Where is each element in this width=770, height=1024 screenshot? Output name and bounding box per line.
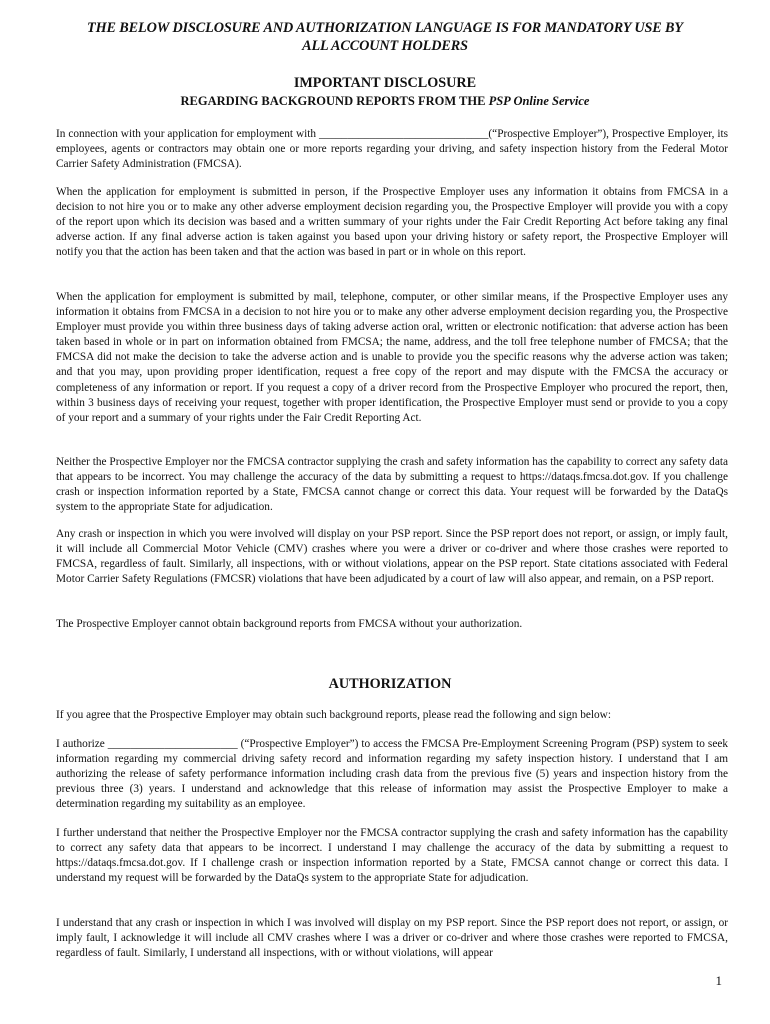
mandatory-use-banner (40, 19, 730, 55)
disclosure-subtitle-service: PSP Online Service (488, 94, 590, 108)
authorization-paragraph-intro: If you agree that the Prospective Employer may obtain such background reports, please read the following and sign below: (56, 709, 611, 721)
disclosure-paragraph-remote-application: When the application for employment is submitted by mail, telephone, computer, or other similar means, if the Prospective Employer uses any information it obtains from FMCSA in a decision to not hire you or to make any other adverse employment decision regarding you, the Prospective Employer must provide you within three business days of taking adverse action oral, written or electronic notification: that adverse action has been taken based in whole or in part on information obtained from FMCSA; the name, address, and the toll free telephone number of FMCSA; that the FMCSA did not make the decision to take the adverse action and is unable to provide you the specific reasons why the adverse action was taken; and that you may, upon providing proper identification, request a free copy of the report and may dispute with the FMCSA the accuracy or completeness of any information or report. If you request a copy of a driver record from the Prospective Employer who procured the report, then, within 3 business days of receiving your request, together with proper identification, the Prospective Employer must send or provide to you a copy of your report and a summary of your rights under the Fair Credit Reporting Act. (56, 291, 728, 424)
disclosure-subtitle-prefix: REGARDING BACKGROUND REPORTS FROM THE (180, 94, 489, 108)
authorization-paragraph-consent: I authorize _______________________ (“Prospective Employer”) to access the FMCSA Pre-Employment Screening Program (PSP) system to seek information regarding my commercial driving safety record and information regarding my safety inspection history. I understand that I am authorizing the release of safety performance information including crash data from the previous five (5) years and inspection history from the previous three (3) years. I understand and acknowledge that this release of information may assist the Prospective Employer to make a determination regarding my suitability as an employee. (56, 738, 728, 811)
disclosure-paragraph-data-correction: Neither the Prospective Employer nor the FMCSA contractor supplying the crash and safety information has the capability to correct any safety data that appears to be incorrect. You may challenge the accuracy of the data by submitting a request to https://dataqs.fmcsa.dot.gov. If you challenge crash or inspection information reported by a State, FMCSA cannot change or correct this data. Your request will be forwarded by the DataQs system to the appropriate State for adjudication. (56, 456, 728, 514)
disclosure-paragraph-in-person: When the application for employment is submitted in person, if the Prospective Employer uses any information it obtains from FMCSA in a decision to not hire you or to make any other adverse employment decision regarding you, the Prospective Employer will provide you with a copy of the report upon which its decision was based and a written summary of your rights under the Fair Credit Reporting Act before taking any final adverse action. If any final adverse action is taken against you based upon your driving history or safety report, the Prospective Employer will notify you that the action has been taken and that the action was based in part or in whole on this report. (56, 186, 728, 259)
authorization-paragraph-data-correction: I further understand that neither the Prospective Employer nor the FMCSA contractor supplying the crash and safety information has the capability to correct any safety data that appears to be incorrect. I understand I may challenge the accuracy of the data by submitting a request to https://dataqs.fmcsa.dot.gov. If I challenge crash or inspection information reported by a State, FMCSA cannot change or correct this data. I understand my request will be forwarded by the DataQs system to the appropriate State for adjudication. (56, 827, 728, 885)
disclosure-subtitle (40, 93, 730, 109)
disclosure-title: IMPORTANT DISCLOSURE (293, 75, 477, 91)
disclosure-paragraph-employment-application: In connection with your application for employment with ______________________________(“Prospective Employer”), Prospective Employer, its employees, agents or contractors may obtain one or more reports regarding your driving, and safety inspection history from the Federal Motor Carrier Safety Administration (FMCSA). (56, 128, 728, 171)
disclosure-paragraph-crash-inspection: Any crash or inspection in which you were involved will display on your PSP report. Since the PSP report does not report, or assign, or imply fault, it will include all Commercial Motor Vehicle (CMV) crashes where you were a driver or co-driver and where those crashes were reported to FMCSA, regardless of fault. Similarly, all inspections, with or without violations, appear on the PSP report. State citations associated with Federal Motor Carrier Safety Regulations (FMCSR) violations that have been adjudicated by a court of law will also appear, and remain, on a PSP report. (56, 528, 728, 586)
authorization-title: AUTHORIZATION (328, 676, 452, 692)
banner-line-2: ALL ACCOUNT HOLDERS (302, 38, 468, 54)
page-number: 1 (715, 973, 722, 988)
banner-line-1: THE BELOW DISCLOSURE AND AUTHORIZATION LANGUAGE IS FOR MANDATORY USE BY (87, 20, 683, 36)
disclosure-paragraph-authorization-required: The Prospective Employer cannot obtain background reports from FMCSA without your authorization. (56, 618, 523, 630)
authorization-paragraph-crash-inspection: I understand that any crash or inspection in which I was involved will display on my PSP report. Since the PSP report does not report, or assign, or imply fault, I acknowledge it will include all CMV crashes where I was a driver or co-driver and where those crashes were reported to FMCSA, regardless of fault. Similarly, I understand all inspections, with or without violations, will appear (56, 917, 728, 960)
